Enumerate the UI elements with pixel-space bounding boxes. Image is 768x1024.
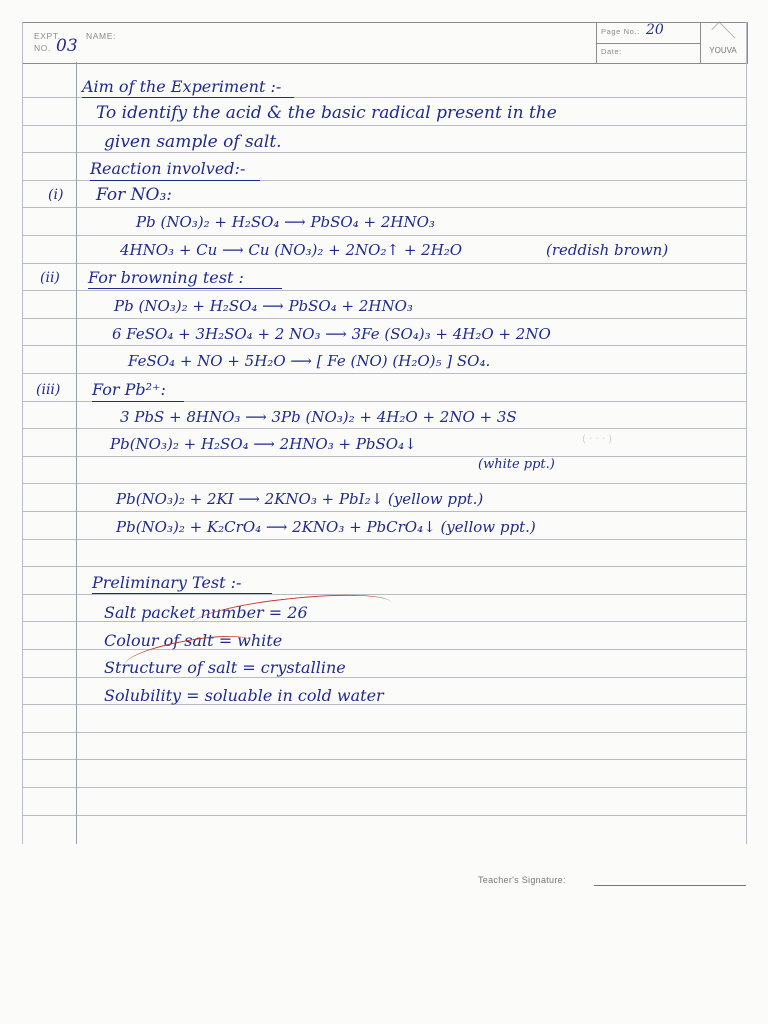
section-2-underline bbox=[88, 288, 282, 289]
aim-line-2: given sample of salt. bbox=[104, 132, 282, 152]
section-2-title: For browning test : bbox=[88, 268, 244, 287]
section-2-equation-1: Pb (NO₃)₂ + H₂SO₄ ⟶ PbSO₄ + 2HNO₃ bbox=[114, 297, 413, 315]
section-3-equation-1: 3 PbS + 8HNO₃ ⟶ 3Pb (NO₃)₂ + 4H₂O + 2NO + 3S bbox=[120, 408, 517, 426]
signature-line bbox=[594, 885, 746, 886]
header-divider bbox=[596, 43, 700, 44]
section-3-equation-2: Pb(NO₃)₂ + H₂SO₄ ⟶ 2HNO₃ + PbSO₄↓ bbox=[110, 435, 417, 453]
ruled-line bbox=[22, 428, 746, 429]
ruled-line bbox=[22, 511, 746, 512]
teacher-signature-label: Teacher's Signature: bbox=[478, 875, 566, 885]
section-3-equation-4: Pb(NO₃)₂ + K₂CrO₄ ⟶ 2KNO₃ + PbCrO₄↓ (yellow ppt.) bbox=[116, 518, 536, 536]
ruled-line bbox=[22, 483, 746, 484]
section-2-equation-2: 6 FeSO₄ + 3H₂SO₄ + 2 NO₃ ⟶ 3Fe (SO₄)₃ + 4H₂O + 2NO bbox=[112, 325, 551, 343]
section-1-equation-2: 4HNO₃ + Cu ⟶ Cu (NO₃)₂ + 2NO₂↑ + 2H₂O bbox=[120, 241, 463, 259]
section-1-title: For NO₃: bbox=[96, 185, 172, 205]
margin-line bbox=[76, 62, 77, 844]
section-2-marker: (ii) bbox=[40, 270, 60, 286]
section-3-equation-3: Pb(NO₃)₂ + 2KI ⟶ 2KNO₃ + PbI₂↓ (yellow ppt.) bbox=[116, 490, 484, 508]
section-3-title: For Pb²⁺: bbox=[92, 380, 166, 399]
faint-mark: ( · · · ) bbox=[582, 434, 613, 445]
ruled-line bbox=[22, 456, 746, 457]
ruled-line bbox=[22, 263, 746, 264]
section-3-equation-2-note: (white ppt.) bbox=[478, 457, 555, 472]
ruled-line bbox=[22, 787, 746, 788]
ruled-line bbox=[22, 125, 746, 126]
prelim-item-1: Salt packet number = 26 bbox=[104, 603, 308, 622]
aim-heading: Aim of the Experiment :- bbox=[82, 77, 282, 96]
prelim-item-2: Colour of salt = white bbox=[104, 631, 283, 650]
ruled-line bbox=[22, 235, 746, 236]
aim-line-1: To identify the acid & the basic radical present in the bbox=[96, 103, 557, 123]
ruled-line bbox=[22, 373, 746, 374]
section-3-underline bbox=[92, 401, 184, 402]
prelim-underline bbox=[92, 593, 272, 594]
ruled-line bbox=[22, 539, 746, 540]
ruled-line bbox=[22, 594, 746, 595]
section-1-equation-1: Pb (NO₃)₂ + H₂SO₄ ⟶ PbSO₄ + 2HNO₃ bbox=[136, 213, 435, 231]
ruled-line bbox=[22, 815, 746, 816]
ruled-line bbox=[22, 318, 746, 319]
ruled-line bbox=[22, 290, 746, 291]
expt-number: 03 bbox=[56, 36, 78, 56]
page-no-value: 20 bbox=[646, 22, 664, 38]
reaction-heading: Reaction involved:- bbox=[90, 159, 246, 178]
section-1-marker: (i) bbox=[48, 187, 64, 203]
reaction-underline bbox=[90, 180, 260, 181]
date-label: Date: bbox=[601, 47, 622, 56]
section-1-equation-2-note: (reddish brown) bbox=[546, 241, 669, 259]
brand-logo: YOUVA bbox=[709, 45, 737, 55]
ruled-line bbox=[22, 677, 746, 678]
ruled-line bbox=[22, 152, 746, 153]
prelim-item-3: Structure of salt = crystalline bbox=[104, 658, 346, 677]
section-3-marker: (iii) bbox=[36, 382, 61, 398]
ruled-line bbox=[22, 207, 746, 208]
ruled-line bbox=[22, 732, 746, 733]
ruled-line bbox=[22, 566, 746, 567]
ruled-line bbox=[22, 345, 746, 346]
expt-label: EXPT. bbox=[34, 31, 61, 41]
no-label: NO. bbox=[34, 43, 51, 53]
name-label: NAME: bbox=[86, 31, 116, 41]
prelim-item-4: Solubility = soluable in cold water bbox=[104, 686, 384, 705]
aim-underline bbox=[82, 97, 294, 98]
section-2-equation-3: FeSO₄ + NO + 5H₂O ⟶ [ Fe (NO) (H₂O)₅ ] SO₄. bbox=[128, 352, 491, 370]
prelim-heading: Preliminary Test :- bbox=[92, 573, 242, 592]
page-no-label: Page No.: bbox=[601, 27, 640, 36]
ruled-line bbox=[22, 759, 746, 760]
right-edge-line bbox=[746, 22, 747, 844]
left-edge-line bbox=[22, 22, 23, 844]
